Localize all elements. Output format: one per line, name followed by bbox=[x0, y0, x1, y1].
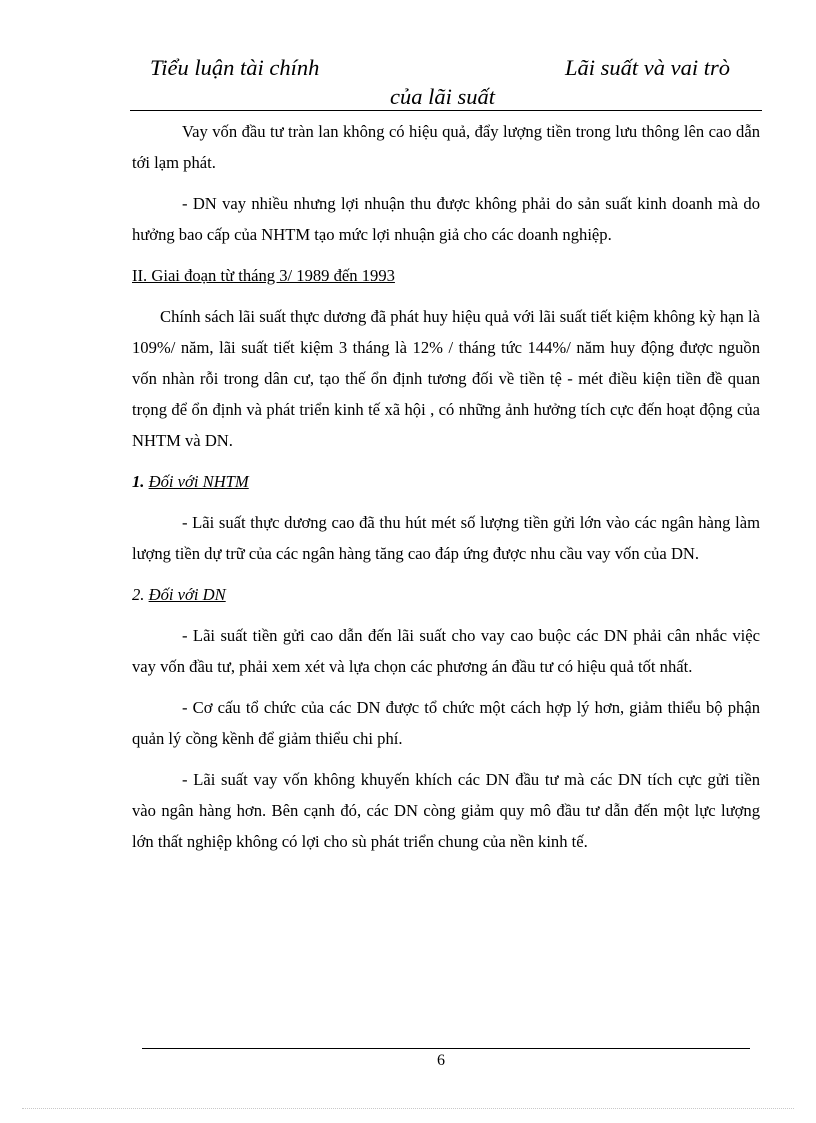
paragraph-6: - Cơ cấu tổ chức của các DN được tổ chức một cách hợp lý hơn, giảm thiểu bộ phận quản lý cồng kềnh để giảm thiểu chi phí. bbox=[132, 698, 760, 748]
section-2-heading: II. Giai đoạn từ tháng 3/ 1989 đến 1993 bbox=[132, 266, 395, 285]
page-break-dotted-line bbox=[22, 1108, 794, 1109]
subsection-1-number: 1. bbox=[132, 472, 145, 491]
header-title-continuation: của lãi suất bbox=[390, 84, 495, 109]
paragraph-5: - Lãi suất tiền gửi cao dẫn đến lãi suất cho vay cao buộc các DN phải cân nhắc việc vay vốn đầu tư, phải xem xét và lựa chọn các phương án đầu tư có hiệu quả tốt nhất. bbox=[132, 626, 760, 676]
paragraph-4: - Lãi suất thực dương cao đã thu hút mét số lượng tiền gửi lớn vào các ngân hàng làm lượng tiền dự trữ của các ngân hàng tăng cao đáp ứng được nhu cầu vay vốn của DN. bbox=[132, 513, 760, 563]
subsection-2-number: 2. bbox=[132, 585, 145, 604]
header-right-title: Lãi suất và vai trò bbox=[565, 55, 731, 80]
header-rule bbox=[130, 110, 762, 111]
document-body bbox=[132, 116, 760, 857]
header-left-title: Tiểu luận tài chính bbox=[150, 55, 320, 80]
subsection-2-heading bbox=[132, 579, 760, 610]
paragraph-7: - Lãi suất vay vốn không khuyến khích các DN đầu tư mà các DN tích cực gửi tiền vào ngân hàng hơn. Bên cạnh đó, các DN còng giảm quy mô đầu tư dẫn đến một lực lượng lớn thất nghiệp không có lợi cho sù phát triển chung của nền kinh tế. bbox=[132, 770, 760, 851]
subsection-1-heading bbox=[132, 466, 760, 497]
page-number: 6 bbox=[437, 1052, 445, 1069]
paragraph-2: - DN vay nhiều nhưng lợi nhuận thu được không phải do sản suất kinh doanh mà do hưởng bao cấp của NHTM tạo mức lợi nhuận giả cho các doanh nghiệp. bbox=[132, 194, 760, 244]
subsection-1-title: Đối với NHTM bbox=[148, 472, 249, 491]
footer-rule bbox=[142, 1048, 750, 1049]
paragraph-3: Chính sách lãi suất thực dương đã phát huy hiệu quả với lãi suất tiết kiệm không kỳ hạn là 109%/ năm, lãi suất tiết kiệm 3 tháng là 12% / tháng tức 144%/ năm huy động được nguồn vốn nhàn rỗi trong dân cư, tạo thế ổn định tương đối về tiền tệ - mét điều kiện tiền đề quan trọng để ổn định và phát triển kinh tế xã hội , có những ảnh hưởng tích cực đến hoạt động của NHTM và DN. bbox=[132, 307, 760, 450]
subsection-2-title: Đối với DN bbox=[148, 585, 226, 604]
paragraph-1: Vay vốn đầu tư tràn lan không có hiệu quả, đẩy lượng tiền trong lưu thông lên cao dẫn tới lạm phát. bbox=[132, 122, 760, 172]
